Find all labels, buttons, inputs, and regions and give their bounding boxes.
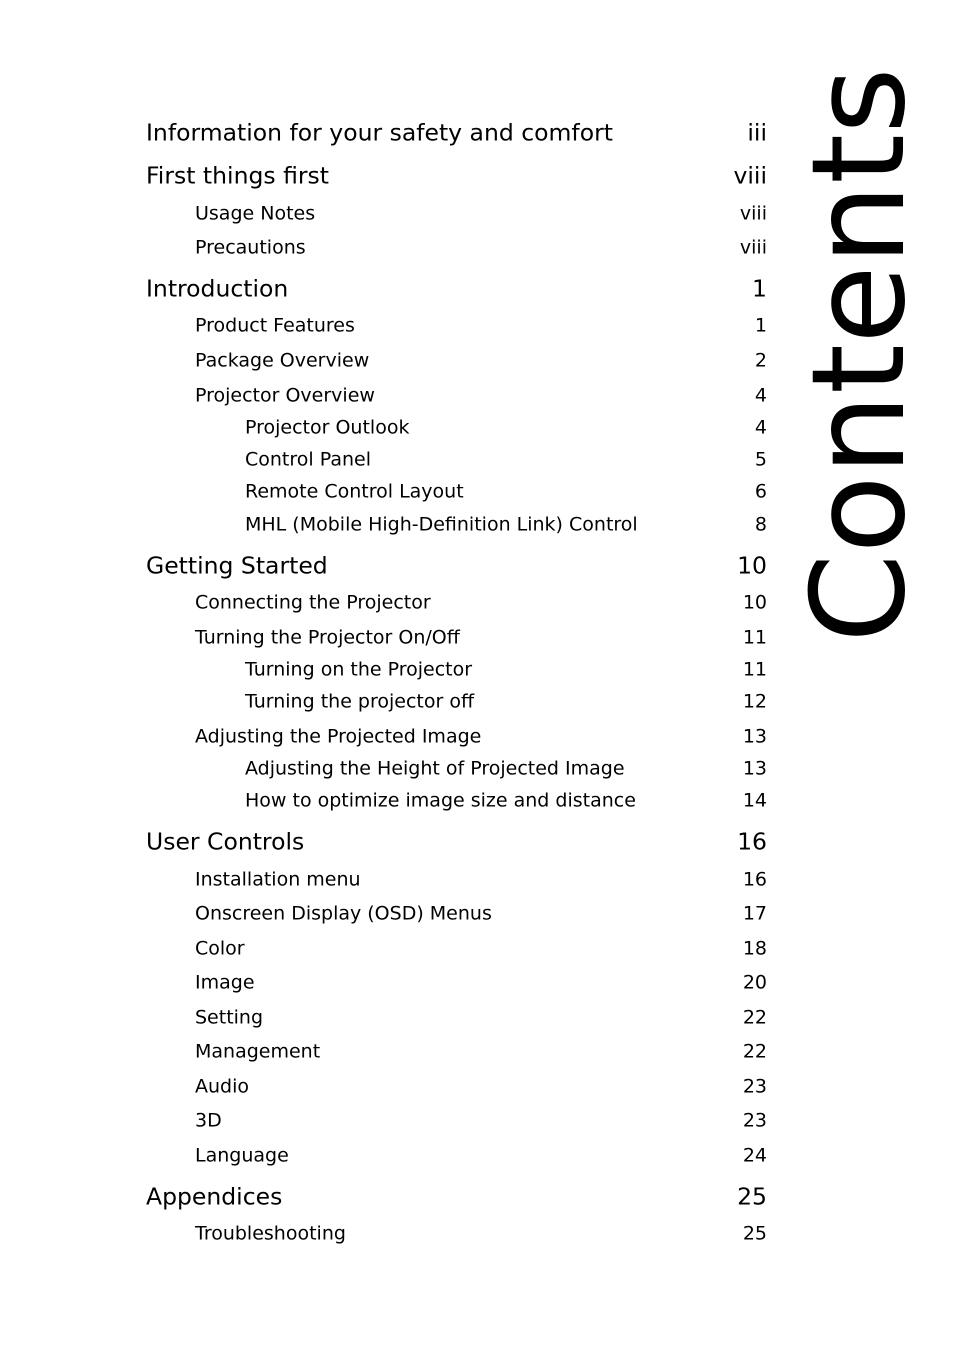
toc-entry-page: 4 bbox=[754, 416, 767, 439]
toc-entry-page: 5 bbox=[754, 448, 767, 471]
toc-entry-page: viii bbox=[733, 161, 767, 190]
toc-entry-safety[interactable] bbox=[0, 118, 954, 147]
toc-entry-title: Color bbox=[195, 937, 245, 960]
toc-entry-title: Adjusting the Height of Projected Image bbox=[245, 757, 625, 780]
toc-entry-page: 1 bbox=[754, 314, 767, 337]
toc-entry-title: Package Overview bbox=[195, 349, 370, 372]
toc-entry-troubleshooting[interactable] bbox=[0, 1222, 954, 1245]
toc-entry-user-controls[interactable] bbox=[0, 827, 954, 856]
toc-entry-page: 23 bbox=[742, 1075, 767, 1098]
toc-entry-page: 10 bbox=[742, 591, 767, 614]
toc-entry-audio[interactable] bbox=[0, 1075, 954, 1098]
toc-entry-title: Connecting the Projector bbox=[195, 591, 431, 614]
toc-entry-title: Precautions bbox=[195, 236, 306, 259]
contents-heading: Contents bbox=[785, 67, 934, 643]
toc-entry-image[interactable] bbox=[0, 971, 954, 994]
toc-entry-page: 13 bbox=[742, 757, 767, 780]
toc-entry-page: 1 bbox=[752, 274, 767, 303]
toc-entry-usage-notes[interactable] bbox=[0, 202, 954, 225]
toc-entry-appendices[interactable] bbox=[0, 1182, 954, 1211]
toc-entry-title: Image bbox=[195, 971, 255, 994]
toc-entry-title: Appendices bbox=[146, 1182, 283, 1211]
toc-entry-page: 14 bbox=[742, 789, 767, 812]
toc-entry-installation-menu[interactable] bbox=[0, 868, 954, 891]
toc-entry-product-features[interactable] bbox=[0, 314, 954, 337]
toc-entry-page: iii bbox=[747, 118, 767, 147]
toc-entry-projector-overview[interactable] bbox=[0, 384, 954, 407]
toc-entry-title: Information for your safety and comfort bbox=[146, 118, 613, 147]
toc-entry-title: User Controls bbox=[146, 827, 305, 856]
toc-entry-page: 13 bbox=[742, 725, 767, 748]
toc-entry-page: 20 bbox=[742, 971, 767, 994]
toc-entry-page: 2 bbox=[754, 349, 767, 372]
toc-entry-adjusting-height[interactable] bbox=[0, 757, 954, 780]
toc-entry-turning-on-off[interactable] bbox=[0, 626, 954, 649]
toc-entry-turning-off[interactable] bbox=[0, 690, 954, 713]
toc-entry-title: How to optimize image size and distance bbox=[245, 789, 636, 812]
toc-entry-title: Usage Notes bbox=[195, 202, 316, 225]
toc-entry-title: Getting Started bbox=[146, 551, 328, 580]
toc-entry-page: 8 bbox=[754, 513, 767, 536]
toc-entry-title: Product Features bbox=[195, 314, 355, 337]
toc-entry-introduction[interactable] bbox=[0, 274, 954, 303]
toc-entry-page: 22 bbox=[742, 1040, 767, 1063]
toc-entry-title: Management bbox=[195, 1040, 321, 1063]
toc-entry-page: 12 bbox=[742, 690, 767, 713]
toc-entry-title: Turning on the Projector bbox=[245, 658, 473, 681]
toc-entry-connecting-projector[interactable] bbox=[0, 591, 954, 614]
toc-entry-mhl-control[interactable] bbox=[0, 513, 954, 536]
toc-entry-language[interactable] bbox=[0, 1144, 954, 1167]
toc-entry-title: Projector Overview bbox=[195, 384, 375, 407]
toc-entry-title: Audio bbox=[195, 1075, 250, 1098]
toc-entry-page: 4 bbox=[754, 384, 767, 407]
toc-entry-3d[interactable] bbox=[0, 1109, 954, 1132]
toc-entry-page: 23 bbox=[742, 1109, 767, 1132]
toc-entry-package-overview[interactable] bbox=[0, 349, 954, 372]
toc-entry-title: MHL (Mobile High-Definition Link) Control bbox=[245, 513, 638, 536]
toc-entry-page: viii bbox=[739, 236, 767, 259]
toc-entry-page: 16 bbox=[737, 827, 767, 856]
toc-entry-page: 11 bbox=[742, 658, 767, 681]
toc-entry-adjusting-image[interactable] bbox=[0, 725, 954, 748]
toc-entry-title: Turning the Projector On/Off bbox=[195, 626, 460, 649]
toc-entry-title: 3D bbox=[195, 1109, 222, 1132]
toc-entry-precautions[interactable] bbox=[0, 236, 954, 259]
toc-entry-page: 24 bbox=[742, 1144, 767, 1167]
toc-entry-title: Onscreen Display (OSD) Menus bbox=[195, 902, 492, 925]
toc-entry-page: viii bbox=[739, 202, 767, 225]
toc-entry-title: Control Panel bbox=[245, 448, 371, 471]
toc-entry-page: 6 bbox=[754, 480, 767, 503]
toc-entry-title: Language bbox=[195, 1144, 289, 1167]
toc-entry-page: 25 bbox=[742, 1222, 767, 1245]
toc-entry-projector-outlook[interactable] bbox=[0, 416, 954, 439]
toc-entry-page: 17 bbox=[742, 902, 767, 925]
toc-entry-title: Projector Outlook bbox=[245, 416, 410, 439]
toc-entry-page: 11 bbox=[742, 626, 767, 649]
toc-entry-title: Introduction bbox=[146, 274, 289, 303]
toc-entry-page: 10 bbox=[737, 551, 767, 580]
toc-entry-page: 16 bbox=[742, 868, 767, 891]
toc-entry-setting[interactable] bbox=[0, 1006, 954, 1029]
toc-entry-page: 18 bbox=[742, 937, 767, 960]
toc-entry-title: Installation menu bbox=[195, 868, 361, 891]
toc-entry-title: Turning the projector off bbox=[245, 690, 475, 713]
toc-entry-turning-on[interactable] bbox=[0, 658, 954, 681]
toc-entry-remote-control-layout[interactable] bbox=[0, 480, 954, 503]
toc-entry-title: Adjusting the Projected Image bbox=[195, 725, 482, 748]
toc-entry-osd-menus[interactable] bbox=[0, 902, 954, 925]
toc-entry-getting-started[interactable] bbox=[0, 551, 954, 580]
toc-entry-title: First things first bbox=[146, 161, 330, 190]
toc-entry-page: 22 bbox=[742, 1006, 767, 1029]
toc-entry-management[interactable] bbox=[0, 1040, 954, 1063]
toc-entry-control-panel[interactable] bbox=[0, 448, 954, 471]
toc-entry-page: 25 bbox=[737, 1182, 767, 1211]
toc-entry-color[interactable] bbox=[0, 937, 954, 960]
toc-entry-optimize-size[interactable] bbox=[0, 789, 954, 812]
toc-entry-first-things-first[interactable] bbox=[0, 161, 954, 190]
toc-entry-title: Remote Control Layout bbox=[245, 480, 464, 503]
toc-entry-title: Troubleshooting bbox=[195, 1222, 346, 1245]
toc-entry-title: Setting bbox=[195, 1006, 264, 1029]
